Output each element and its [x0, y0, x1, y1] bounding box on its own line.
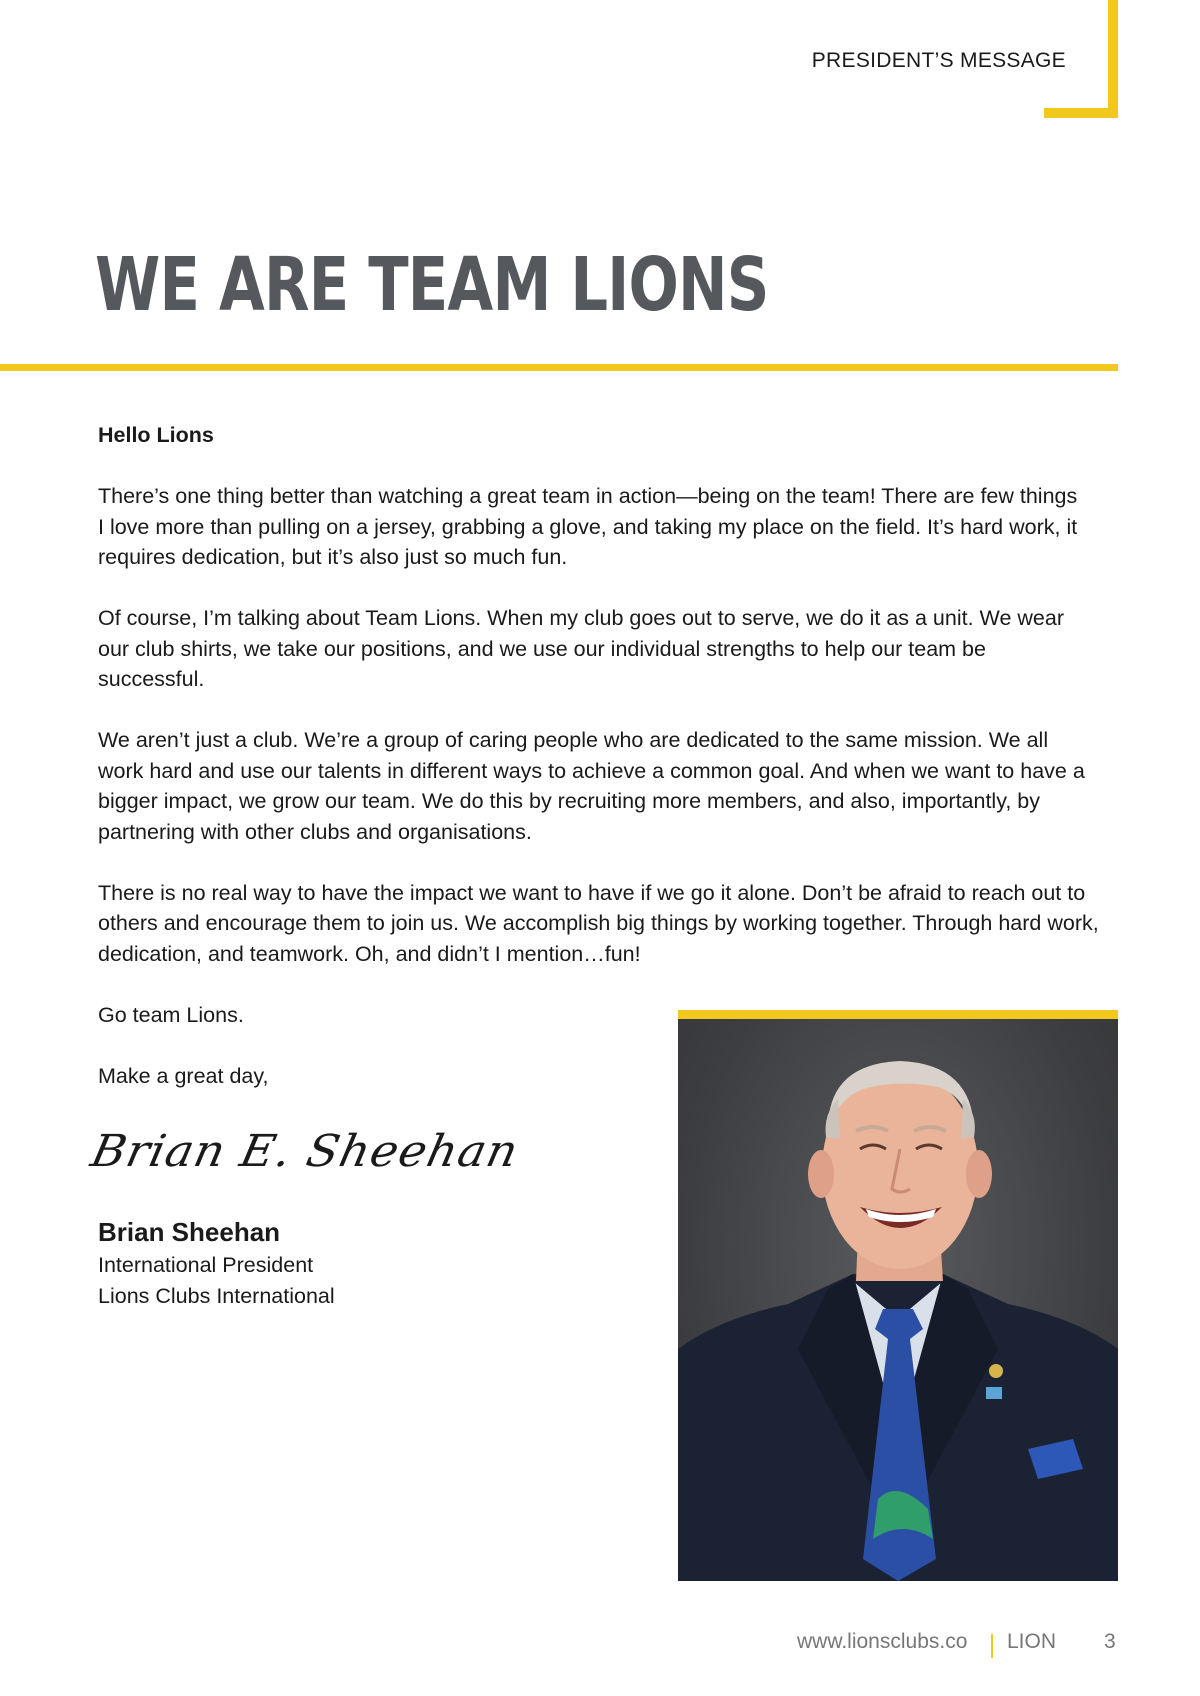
footer-website: www.lionsclubs.co [797, 1630, 968, 1653]
page-title: WE ARE TEAM LIONS [95, 242, 769, 328]
closing-line: Make a great day, [98, 1063, 269, 1088]
signer-name: Brian Sheehan [98, 1217, 281, 1247]
closing-line: Go team Lions. [98, 1002, 244, 1027]
greeting: Hello Lions [98, 423, 214, 447]
corner-accent-vertical [1108, 0, 1118, 118]
section-label: PRESIDENT’S MESSAGE [811, 49, 1066, 72]
letter-paragraph: There is no real way to have the impact we want to have if we go it alone. Don’t be afraid to reach out to others and encourage them to join us. We accomplish big things by working together. Through hard work, dedication, and teamwork. Oh, and didn’t I mention…fun! [98, 880, 1099, 966]
signer-role: International President [98, 1253, 314, 1277]
portrait-photo [678, 1019, 1118, 1581]
signer-organization: Lions Clubs International [98, 1284, 335, 1308]
photo-accent-bar [678, 1010, 1118, 1019]
letter-paragraph: Of course, I’m talking about Team Lions. When my club goes out to serve, we do it as a unit. We wear our club shirts, we take our positions, and we use our individual strengths to help our team be successful. [98, 606, 1064, 691]
letter-paragraph: We aren’t just a club. We’re a group of caring people who are dedicated to the same mission. We all work hard and use our talents in different ways to achieve a common goal. And when we want to have a bigger impact, we grow our team. We do this by recruiting more members, and also, importantly, by partnering with other clubs and organisations. [98, 728, 1085, 844]
title-rule [0, 364, 1118, 371]
corner-accent-horizontal [1044, 108, 1118, 118]
portrait-illustration [678, 1019, 1118, 1581]
page-number: 3 [1104, 1630, 1116, 1653]
signer-title [98, 1250, 335, 1312]
footer-separator [991, 1634, 993, 1658]
footer-magazine: LION [1007, 1630, 1057, 1653]
handwritten-signature: Brian E. Sheehan [86, 1126, 524, 1177]
letter-paragraph: There’s one thing better than watching a great team in action—being on the team! There are few things I love more than pulling on a jersey, grabbing a glove, and taking my place on the field. It’s hard work, it requires dedication, but it’s also just so much fun. [98, 484, 1078, 569]
letter-body [98, 420, 1118, 1091]
